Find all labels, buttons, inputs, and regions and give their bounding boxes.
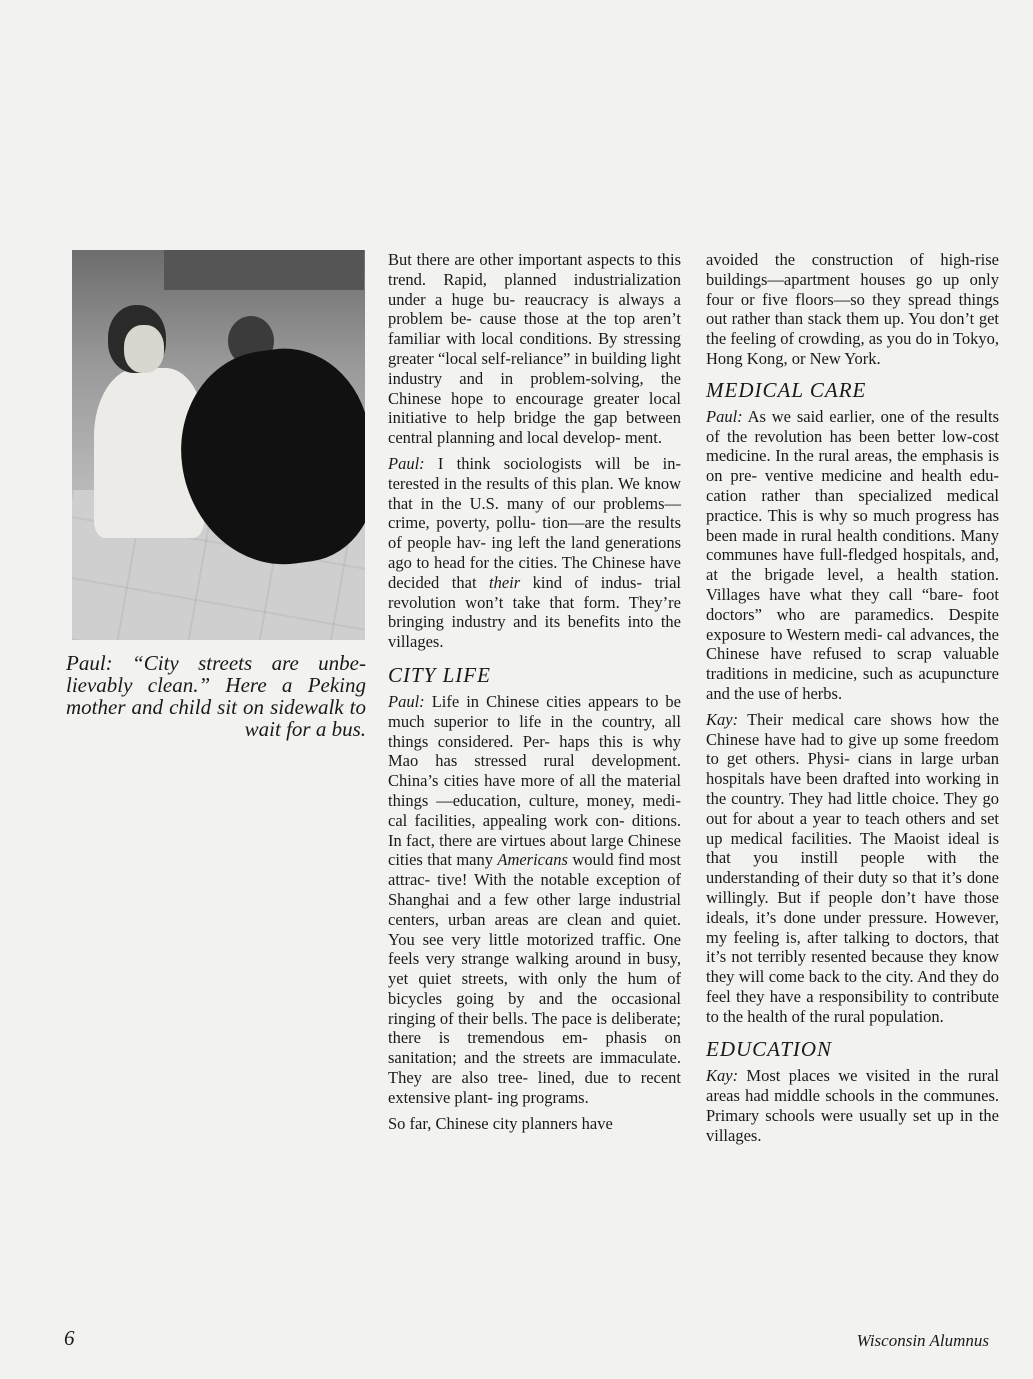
paragraph xyxy=(706,710,999,1027)
photo-caption: Paul: “City streets are unbe- lievably clean.” Here a Peking mother and child sit on sidewalk to wait for a bus. xyxy=(66,651,366,741)
photo-mother-child-sidewalk xyxy=(72,250,365,640)
paragraph xyxy=(706,1066,999,1145)
emphasis: Americans xyxy=(497,850,568,870)
page-number: 6 xyxy=(64,1326,75,1350)
paragraph-text: Life in Chinese cities appears to be much superior to life in the country, all things considered. Per- haps this is why Mao has stressed rural development. China’s cities have more of all the material things —education, culture, money, medi- cal facilities, appealing work con- ditions. In fact, there are virtues about large Chinese cities that many xyxy=(388,691,681,870)
paragraph-text: would find most attrac- tive! With the notable exception of Shanghai and a few other large industrial centers, urban areas are clean and quiet. You see very little motorized traffic. One feels very strange walking around in busy, yet quiet streets, with only the hum of bicycles going by and the occasional ringing of their bells. The pace is deliberate; there is tremendous em- phasis on sanitation; and the streets are immaculate. They are also tree- lined, due to recent extensive plant- ing programs. xyxy=(388,850,681,1107)
paragraph: But there are other important aspects to this trend. Rapid, planned industrialization under a huge bu- reaucracy is always a problem be- cause those at the top aren’t familiar with local conditions. By stressing greater “local self-reliance” in building light industry and in problem-solving, the Chinese hope to encourage greater local initiative to help bridge the gap between central planning and local develop- ment. xyxy=(388,250,681,448)
photo-mother-face xyxy=(124,325,164,373)
emphasis: their xyxy=(489,572,521,592)
paragraph xyxy=(706,407,999,704)
paragraph: avoided the construction of high-rise buildings—apartment houses go up only four or five floors—so they spread things out rather than stack them up. You don’t get the feeling of crowding, as you do in Tokyo, Hong Kong, or New York. xyxy=(706,250,999,368)
paragraph-text: kind of indus- trial revolution won’t take that form. They’re bringing industry and its benefits into the villages. xyxy=(388,572,682,652)
paragraph xyxy=(388,692,681,1108)
paragraph-text: Most places we visited in the rural areas had middle schools in the communes. Primary schools were usually set up in the villages. xyxy=(706,1066,999,1145)
speaker-label: Paul: xyxy=(388,691,425,711)
paragraph-text: Their medical care shows how the Chinese have had to give up some freedom to get others. Physi- cians in large urban hospitals have been drafted into working in the country. They had little choice. They go out for about a year to teach others and set up medical facilities. The Maoist ideal is that you instill people with the understanding of their duty so that it’s done willingly. But if people don’t have those ideals, it’s done under pressure. However, my feeling is, after talking to doctors, that it’s not terribly resented because they know they will come back to the city. And they do feel they have a responsibility to contribute to the health of the rural population. xyxy=(706,709,999,1026)
publication-name: Wisconsin Alumnus xyxy=(856,1331,989,1350)
section-heading-city-life: CITY LIFE xyxy=(388,662,491,687)
speaker-label: Kay: xyxy=(706,709,739,729)
speaker-label: Kay: xyxy=(706,1066,739,1086)
paragraph: So far, Chinese city planners have xyxy=(388,1113,613,1133)
photo-background-bench xyxy=(164,250,364,290)
paragraph xyxy=(388,454,681,652)
speaker-label: Paul: xyxy=(706,406,743,426)
paragraph-text: As we said earlier, one of the results of the revolution has been better low-cost medicine. In the rural areas, the emphasis is on pre- ventive medicine and health edu- cation rather than specialized medical practice. This is why so much progress has been made in rural health conditions. Many communes have full-fledged hospitals, and, at the brigade level, a health station. Villages have what they call “bare- foot doctors” who are paramedics. Despite exposure to Western medi- cal advances, the Chinese have refused to scrap valuable traditions in medicine, such as acupuncture and the use of herbs. xyxy=(706,406,999,703)
article-column-2 xyxy=(706,250,999,1152)
speaker-label: Paul: xyxy=(388,453,425,473)
paragraph-text: I think sociologists will be in- terested in the results of this plan. We know that in the U.S. many of our problems—crime, poverty, pollu- tion—are the results of people hav- ing left the land generations ago to head for the cities. The Chinese have decided that xyxy=(388,453,681,592)
section-heading-medical-care: MEDICAL CARE xyxy=(706,377,867,402)
section-heading-education: EDUCATION xyxy=(706,1037,833,1062)
article-column-1 xyxy=(388,250,681,1139)
